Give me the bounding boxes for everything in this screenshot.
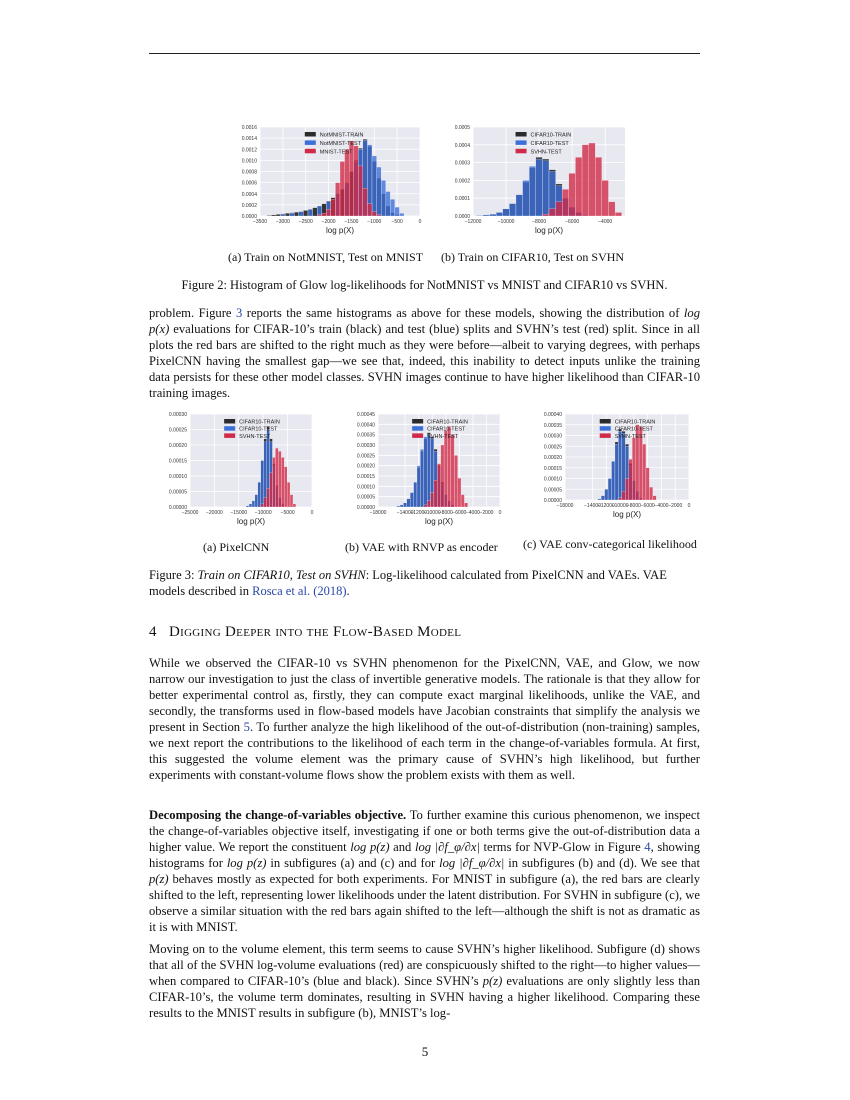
y-tick-label: 0.00035 [356,432,375,439]
y-tick-label: 0.00000 [356,505,375,511]
chart-fig2a [230,117,430,242]
legend-swatch [516,132,527,137]
x-tick-label: −14000 [584,503,601,509]
x-tick-label: −6000 [452,510,467,516]
histogram-bar [399,213,404,216]
paragraph-2: While we observed the CIFAR-10 vs SVHN phenomenon for the PixelCNN, VAE, and Glow, we now narrow our investigation to just the class of invertible generative models. The rationale is that they allow for better experimental control as, firstly, they can compute exact marginal likelihoods, unlike the VAE, and secondly, the transforms used in flow-based models have Jacobian constraints that simplify the analysis we present in Section 5. To further analyze the high likelihood of the out-of-distribution (non-training) samples, we next report the contributions to the likelihood of each term in the change-of-variables formula. At first, this suggested the volume element was the primary cause of SVHN’s high likelihood, but further experiments with constant-volume flows show the problem exists with them as well. [149,656,701,782]
y-tick-label: 0.00030 [168,412,187,418]
histogram-bar [275,448,278,507]
histogram-bar [602,180,609,216]
histogram-bar [562,189,569,216]
histogram-bar [483,215,490,216]
x-tick-label: −500 [391,219,403,225]
histogram-bar [317,215,322,216]
x-tick-label: −18000 [556,503,574,509]
legend-label: SVHN-TEST [614,433,646,440]
legend-label: CIFAR10-TEST [239,426,278,433]
y-tick-label: 0.00045 [356,412,375,418]
x-tick-label: −4000 [654,503,669,509]
legend-label: CIFAR10-TEST [614,426,653,433]
histogram-bar [331,199,336,216]
legend-swatch [600,433,611,438]
legend-swatch [305,132,316,137]
y-tick-label: 0.00010 [356,484,375,491]
legend-label: SVHN-TEST [530,149,562,156]
histogram-bar [569,173,576,216]
y-tick-label: 0.0002 [241,202,257,209]
y-tick-label: 0.00040 [543,412,562,418]
histogram-bar [615,444,618,500]
histogram-bar [476,215,483,216]
legend-swatch [305,140,316,145]
x-tick-label: −5000 [280,510,295,516]
histogram-bar [255,495,258,507]
histogram-bar [608,202,615,216]
histogram-bar [490,214,497,216]
histogram-bar [601,496,604,500]
x-tick-label: −2000 [668,503,683,509]
x-tick-label: −1000 [367,219,382,225]
legend-label: NotMNIST-TEST [319,140,362,147]
x-tick-label: −18000 [369,510,387,516]
y-tick-label: 0.0014 [241,136,257,143]
histogram-bar [345,149,350,216]
x-tick-label: −6000 [565,219,580,225]
chart-fig2b [445,117,635,242]
y-tick-label: 0.00015 [168,458,187,465]
histogram-bar [424,505,427,507]
histogram-bar [294,212,299,216]
histogram-bar [625,479,628,501]
y-tick-label: 0.00010 [168,474,187,480]
histogram-bar [395,207,400,216]
y-tick-label: 0.0010 [241,158,257,165]
histogram-bar [264,498,267,507]
y-tick-label: 0.00010 [543,476,562,483]
legend-label: CIFAR10-TRAIN [614,419,656,426]
histogram-bar [458,478,461,507]
y-tick-label: 0.0000 [454,214,470,220]
histogram-bar [390,199,395,216]
histogram-bar [612,461,615,500]
histogram-bar [437,464,440,507]
histogram-bar [536,159,543,216]
histogram-bar [605,489,608,500]
histogram-bar [622,433,625,500]
x-tick-label: −6000 [640,503,655,509]
histogram-bar [293,504,296,507]
histogram-bar [284,467,287,507]
y-tick-label: 0.00015 [356,474,375,480]
x-tick-label: −10000 [497,219,515,225]
histogram-bar [267,488,270,507]
x-tick-label: 0 [418,219,422,225]
histogram-bar [608,479,611,501]
x-axis-label: log p(X) [612,510,642,519]
histogram-bar [516,195,523,216]
histogram-bar [622,491,625,500]
chart-fig3b [338,408,510,533]
histogram-bar [354,146,359,216]
x-tick-label: −3500 [252,219,268,225]
histogram-bar [414,482,417,507]
legend-swatch [412,433,423,438]
histogram-bar [598,499,601,500]
histogram-bar [381,180,386,216]
histogram-bar [431,493,434,507]
histogram-bar [427,435,430,507]
subcaption-fig3c: (c) VAE conv-categorical likelihood [523,537,697,551]
paragraph-3: Decomposing the change-of-variables objective. To further examine this curious phenomenon, we inspect the change-of-variables objective itself, investigating if one or both terms give the out-of-distribution data a higher value. We report the constituent log p(z) and log |∂f_φ/∂x| terms for NVP-Glow in Figure 4, showing histograms for log p(z) in subfigures (a) and (c) and for log |∂f_φ/∂x| in subfigures (b) and (d). We see that p(z) behaves mostly as expected for both experiments. For MNIST in subfigure (a), the red bars are clearly shifted to the left, representing lower likelihoods under the latent distribution. For SVHN in subfigure (c), we observe a similar situation with the red bars again shifted to the left—although the shift is not as dramatic as it is with MNIST. [149,808,701,934]
x-tick-label: 0 [687,503,691,509]
x-tick-label: −12000 [464,219,482,225]
x-tick-label: −2500 [298,219,313,225]
legend-swatch [412,419,423,424]
x-tick-label: −1500 [344,219,359,225]
x-tick-label: −10000 [423,510,441,516]
legend-swatch [224,433,235,438]
subcaption-fig2a: (a) Train on NotMNIST, Test on MNIST [228,250,424,264]
histogram-bar [358,166,363,216]
header-rule [149,53,700,54]
histogram-bar [451,435,454,507]
section-number: 4 [149,624,157,640]
y-tick-label: 0.00020 [543,455,562,461]
chart-fig3a [152,408,322,533]
x-tick-label: −15000 [230,510,248,516]
x-tick-label: −10000 [611,503,629,509]
y-tick-label: 0.00015 [543,465,562,472]
section-title: Digging Deeper into the Flow-Based Model [168,624,462,640]
y-tick-label: 0.0016 [241,125,257,131]
histogram-bar [503,209,510,216]
histogram-bar [249,504,252,507]
histogram-bar [646,468,649,500]
subcaption-fig2b: (b) Train on CIFAR10, Test on SVHN [441,250,625,264]
histogram-bar [403,503,406,507]
legend-label: CIFAR10-TRAIN [239,419,280,426]
histogram-bar [322,213,327,216]
histogram-bar [441,445,444,507]
histogram-bar [549,209,556,216]
histogram-bar [542,161,549,216]
y-tick-label: 0.0000 [241,214,257,220]
histogram-bar [372,212,377,216]
legend-label: CIFAR10-TEST [427,426,466,433]
histogram-bar [246,506,249,507]
x-tick-label: −3000 [275,219,290,225]
x-axis-label: log p(X) [424,517,454,526]
legend-label: SVHN-TEST [239,433,271,440]
histogram-bar [340,161,345,216]
histogram-bar [335,183,340,216]
histogram-bar [427,501,430,507]
figure-3-link[interactable]: 3 [235,306,243,320]
legend-label: MNIST-TEST [319,149,353,156]
histogram-bar [278,451,281,507]
y-tick-label: 0.00000 [543,498,562,504]
y-tick-label: 0.00005 [543,487,562,494]
legend-label: SVHN-TEST [427,433,459,440]
histogram-bar [589,143,596,216]
histogram-bar [261,504,264,507]
y-tick-label: 0.0002 [454,178,470,185]
legend-swatch [600,426,611,431]
legend-swatch [600,419,611,424]
histogram-bar [649,487,652,500]
histogram-bar [582,145,589,216]
histogram-bar [529,166,536,216]
histogram-bar [258,482,261,507]
histogram-bar [496,212,503,216]
histogram-bar [326,209,331,216]
histogram-bar [400,505,403,507]
x-tick-label: −20000 [205,510,223,516]
histogram-bar [632,438,635,500]
y-tick-label: 0.0008 [241,169,257,176]
page-number: 5 [421,1044,429,1059]
y-tick-label: 0.00005 [168,489,187,496]
figure-4-link[interactable]: 4 [644,840,651,854]
y-tick-label: 0.0003 [454,160,470,167]
histogram-bar [372,156,377,216]
histogram-bar [444,431,447,507]
histogram-bar [407,499,410,507]
y-tick-label: 0.00030 [543,433,562,440]
histogram-bar [397,506,400,507]
y-tick-label: 0.00005 [356,494,375,501]
y-tick-label: 0.0004 [454,142,470,149]
histogram-bar [267,215,272,216]
legend-label: CIFAR10-TEST [530,140,569,147]
histogram-bar [285,213,290,216]
x-axis-label: log p(X) [236,517,266,526]
histogram-bar [276,214,281,216]
y-tick-label: 0.00025 [543,444,562,451]
x-tick-label: −25000 [181,510,199,516]
histogram-bar [575,157,582,216]
histogram-bar [643,444,646,500]
legend-swatch [224,426,235,431]
histogram-bar [317,206,322,216]
x-tick-label: 0 [310,510,314,516]
histogram-bar [377,167,382,216]
y-tick-label: 0.00000 [168,505,187,511]
histogram-bar [595,157,602,216]
paragraph-heading: Decomposing the change-of-variables objective. [149,808,407,822]
y-tick-label: 0.00020 [356,463,375,470]
histogram-bar [271,215,276,216]
subcaption-fig3a: (a) PixelCNN [203,540,270,554]
x-tick-label: 0 [498,510,502,516]
y-tick-label: 0.0001 [454,196,470,203]
legend-swatch [516,140,527,145]
x-tick-label: −14000 [396,510,414,516]
legend-label: NotMNIST-TRAIN [319,132,364,139]
x-tick-label: −12000 [410,510,428,516]
histogram-bar [367,204,372,216]
legend-swatch [224,419,235,424]
figure-2-caption: Figure 2: Histogram of Glow log-likelihoods for NotMNIST vs MNIST and CIFAR10 vs SVHN. [181,278,668,292]
x-tick-label: −8000 [438,510,453,516]
histogram-bar [299,212,304,216]
citation-link[interactable]: Rosca et al. (2018) [252,584,347,598]
histogram-bar [272,457,275,507]
histogram-bar [434,480,437,507]
y-tick-label: 0.00020 [168,443,187,449]
y-tick-label: 0.00040 [356,422,375,429]
histogram-bar [464,503,467,507]
x-tick-label: −4000 [598,219,613,225]
histogram-bar [281,214,286,216]
histogram-bar [261,461,264,508]
histogram-bar [287,482,290,507]
histogram-bar [363,188,368,216]
histogram-bar [281,457,284,507]
histogram-bar [252,501,255,507]
histogram-bar [270,473,273,507]
legend-swatch [412,426,423,431]
subcaption-fig3b: (b) VAE with RNVP as encoder [345,540,498,554]
x-axis-label: log p(X) [325,226,355,235]
histogram-bar [618,431,621,500]
histogram-bar [308,209,313,216]
y-tick-label: 0.00025 [356,453,375,460]
figure-3-caption: Figure 3: Train on CIFAR10, Test on SVHN: Log-likelihood calculated from PixelCNN and VAEs. VAE models described in Rosca et al. (2018). [149,568,667,598]
histogram-bar [509,204,516,216]
y-tick-label: 0.00035 [543,422,562,429]
histogram-bar [618,498,621,500]
histogram-bar [556,202,563,216]
y-tick-label: 0.00025 [168,427,187,434]
y-tick-label: 0.0005 [454,125,470,131]
legend-swatch [305,149,316,154]
histogram-bar [290,495,293,507]
y-tick-label: 0.0006 [241,180,257,187]
histogram-bar [264,442,267,507]
histogram-bar [417,466,420,507]
histogram-bar [420,449,423,507]
histogram-bar [461,495,464,507]
paragraph-1: problem. Figure 3 reports the same histograms as above for these models, showing the distribution of log p(x) evaluations for CIFAR-10’s train (black) and test (blue) splits and SVHN’s test (red) split. Since in all plots the red bars are shifted to the right much as they were before—albeit to varying degrees, with perhaps PixelCNN having the smallest gap—we see that, indeed, this inability to detect inputs unlike the training data persists for these other model classes. SVHN images continue to have higher likelihood than CIFAR-10 training images. [149,306,700,400]
chart-fig3c [527,408,699,526]
y-tick-label: 0.0004 [241,191,257,198]
legend-label: CIFAR10-TRAIN [427,419,468,426]
histogram-bar [290,213,295,216]
histogram-bar [542,214,549,216]
x-tick-label: −2000 [479,510,494,516]
x-tick-label: −8000 [626,503,641,509]
x-tick-label: −10000 [254,510,272,516]
histogram-bar [303,210,308,216]
histogram-bar [615,212,622,216]
histogram-bar [653,496,656,500]
histogram-bar [377,215,382,216]
histogram-bar [410,493,413,507]
y-tick-label: 0.00030 [356,443,375,449]
legend-label: CIFAR10-TRAIN [530,132,572,139]
histogram-bar [629,459,632,500]
paragraph-4: Moving on to the volume element, this term seems to cause SVHN’s higher likelihood. Subfigure (d) shows that all of the SVHN log-volume evaluations (red) are conspicuously shifted to the right—to higher values—when compared to CIFAR-10’s (blue and black). Since SVHN’s p(z) evaluations are only slightly less than CIFAR-10’s, the volume term dominates, resulting in SVHN having a higher likelihood. Comparing these results to the MNIST results in subfigure (b), MNIST’s log- [149,942,700,1020]
section-5-link[interactable]: 5 [243,720,250,734]
x-tick-label: −4000 [465,510,480,516]
histogram-bar [523,180,530,216]
histogram-bar [386,192,391,216]
x-tick-label: −2000 [321,219,336,225]
section-heading [149,624,461,641]
x-tick-label: −8000 [532,219,547,225]
legend-swatch [516,149,527,154]
histogram-bar [454,455,457,507]
histogram-bar [424,437,427,507]
x-axis-label: log p(X) [534,226,564,235]
x-tick-label: −12000 [597,503,615,509]
y-tick-label: 0.0012 [241,147,257,154]
histogram-bar [313,208,318,216]
